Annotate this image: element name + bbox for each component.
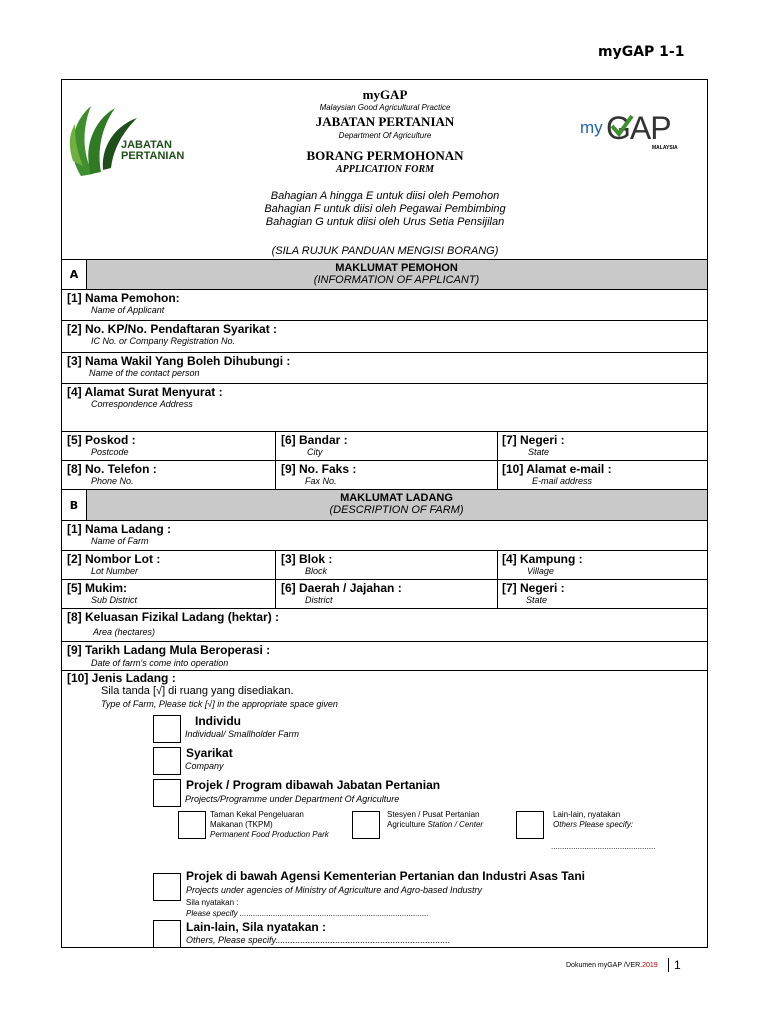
section-a-title: MAKLUMAT PEMOHON — [335, 262, 458, 274]
logo-gap: GAP — [606, 110, 671, 146]
divider — [61, 520, 708, 521]
section-b-title: MAKLUMAT LADANG — [340, 492, 453, 504]
department-title: JABATAN PERTANIAN — [315, 114, 455, 129]
individu-checkbox[interactable] — [153, 715, 181, 743]
divider — [61, 641, 708, 642]
operation-date-sub: Date of farm's come into operation — [91, 658, 229, 668]
tkpm-sub: Permanent Food Production Park — [210, 830, 329, 839]
logo-text-line1: JABATAN — [121, 139, 172, 151]
divider — [497, 431, 498, 490]
section-a-letter: A — [69, 268, 79, 281]
header-subtitle: Malaysian Good Agricultural Practice — [319, 103, 451, 112]
district-sub: District — [305, 595, 333, 605]
divider — [61, 383, 708, 384]
postcode-sub: Postcode — [91, 447, 129, 457]
farm-state-label: [7] Negeri : — [502, 581, 565, 595]
syarikat-label: Syarikat — [186, 746, 233, 760]
tkpm-label-line2: Makanan (TKPM) — [210, 820, 273, 829]
projek-agensi-specify: Sila nyatakan : — [186, 898, 239, 907]
city-sub: City — [307, 447, 323, 457]
divider — [61, 320, 708, 321]
section-b-title-en: (DESCRIPTION OF FARM) — [329, 504, 464, 516]
state-sub: State — [528, 447, 550, 457]
farm-name-sub: Name of Farm — [91, 536, 149, 546]
ic-no-sub: IC No. or Company Registration No. — [91, 336, 236, 346]
lain-lain-label: Lain-lain, Sila nyatakan : — [186, 920, 327, 934]
lot-number-sub: Lot Number — [91, 566, 139, 576]
postcode-label: [5] Poskod : — [67, 433, 136, 447]
divider — [61, 431, 708, 432]
phone-label: [8] No. Telefon : — [67, 462, 157, 476]
divider — [275, 550, 276, 609]
contact-person-label: [3] Nama Wakil Yang Boleh Dihubungi : — [67, 354, 291, 368]
farm-area-label: [8] Keluasan Fizikal Ladang (hektar) : — [67, 610, 280, 624]
section-b-bar — [86, 490, 707, 520]
check-mark-icon — [608, 112, 636, 140]
projek-agensi-checkbox[interactable] — [153, 873, 181, 901]
instruction-f: Bahagian F untuk diisi oleh Pegawai Pembimbing — [264, 203, 506, 215]
instruction-g: Bahagian G untuk diisi oleh Urus Setia Pensijilan — [265, 216, 505, 228]
city-label: [6] Bandar : — [281, 433, 348, 447]
stesyen-label-line2-b: Station / Center — [427, 820, 484, 829]
tkpm-checkbox[interactable] — [178, 811, 206, 839]
address-label: [4] Alamat Surat Menyurat : — [67, 385, 223, 399]
divider — [61, 579, 708, 580]
farm-type-instruction: Sila tanda [√] di ruang yang disediakan. — [101, 685, 294, 697]
divider — [86, 489, 87, 521]
header-title: myGAP — [362, 87, 408, 102]
logo-my: my — [580, 118, 603, 137]
footer-doc — [566, 962, 658, 969]
stesyen-checkbox[interactable] — [352, 811, 380, 839]
divider — [61, 608, 708, 609]
lain-sub-checkbox[interactable] — [516, 811, 544, 839]
department-title-en: Department Of Agriculture — [338, 131, 432, 140]
divider — [61, 352, 708, 353]
mukim-label: [5] Mukim: — [67, 581, 127, 595]
email-sub: E-mail address — [532, 476, 593, 486]
fax-label: [9] No. Faks : — [281, 462, 357, 476]
divider — [86, 259, 87, 290]
lain-lain-checkbox[interactable] — [153, 920, 181, 948]
farm-state-sub: State — [526, 595, 548, 605]
lain-sub-label: Lain-lain, nyatakan — [553, 810, 621, 819]
village-label: [4] Kampung : — [502, 552, 583, 566]
projek-jp-sub: Projects/Programme under Department Of Agriculture — [185, 794, 400, 804]
block-label: [3] Blok : — [281, 552, 333, 566]
lain-lain-sub[interactable]: Others, Please specify...................................................................... — [186, 935, 451, 945]
stesyen-label-line1: Stesyen / Pusat Pertanian — [387, 810, 480, 819]
state-label: [7] Negeri : — [502, 433, 565, 447]
projek-agensi-specify-en[interactable]: Please specify ..................................................................................... — [186, 909, 429, 918]
email-label: [10] Alamat e-mail : — [502, 462, 612, 476]
applicant-name-label: [1] Nama Pemohon: — [67, 291, 180, 305]
farm-type-instruction-en: Type of Farm, Please tick [√] in the appropriate space given — [101, 699, 338, 709]
individu-label: Individu — [195, 714, 241, 728]
logo-malaysia: MALAYSIA — [652, 145, 678, 151]
lain-sub-dots[interactable]: ............................................... — [551, 842, 656, 851]
stesyen-label-line2 — [387, 820, 483, 830]
tkpm-label-line1: Taman Kekal Pengeluaran — [210, 810, 304, 819]
stesyen-label-line2-a: Agriculture — [387, 820, 428, 829]
village-sub: Village — [527, 566, 554, 576]
projek-agensi-sub: Projects under agencies of Ministry of Agriculture and Agro-based Industry — [186, 885, 482, 895]
mukim-sub: Sub District — [91, 595, 138, 605]
section-a-title-en: (INFORMATION OF APPLICANT) — [313, 274, 480, 286]
farm-area-sub: Area (hectares) — [93, 627, 156, 637]
form-title: BORANG PERMOHONAN — [306, 148, 464, 163]
divider — [61, 289, 708, 290]
footer-doc-text: Dokumen myGAP /VER. — [566, 962, 643, 969]
farm-type-label: [10] Jenis Ladang : — [67, 671, 176, 685]
logo-text-line2: PERTANIAN — [121, 150, 185, 162]
lain-sub-specify: Others Please specify: — [553, 820, 634, 829]
address-sub: Correspondence Address — [91, 399, 193, 409]
contact-person-sub: Name of the contact person — [89, 368, 200, 378]
guide-note: (SILA RUJUK PANDUAN MENGISI BORANG) — [271, 245, 499, 257]
block-sub: Block — [305, 566, 328, 576]
operation-date-label: [9] Tarikh Ladang Mula Beroperasi : — [67, 643, 271, 657]
syarikat-sub: Company — [185, 761, 224, 771]
footer-version: 2019 — [642, 962, 658, 969]
projek-jp-checkbox[interactable] — [153, 779, 181, 807]
section-b-letter: B — [69, 499, 79, 512]
ic-no-label: [2] No. KP/No. Pendaftaran Syarikat : — [67, 322, 278, 336]
divider — [61, 550, 708, 551]
projek-agensi-label: Projek di bawah Agensi Kementerian Pertanian dan Industri Asas Tani — [186, 869, 585, 883]
phone-sub: Phone No. — [91, 476, 134, 486]
farm-name-label: [1] Nama Ladang : — [67, 522, 172, 536]
lot-number-label: [2] Nombor Lot : — [67, 552, 161, 566]
section-a-bar — [86, 260, 707, 289]
mygap-logo — [578, 110, 703, 160]
district-label: [6] Daerah / Jajahan : — [281, 581, 402, 595]
syarikat-checkbox[interactable] — [153, 747, 181, 775]
jabatan-pertanian-logo — [63, 96, 193, 186]
document-id: myGAP 1-1 — [598, 44, 685, 60]
page-number: 1 — [668, 958, 681, 972]
individu-sub: Individual/ Smallholder Farm — [185, 729, 300, 739]
divider — [61, 460, 708, 461]
divider — [275, 431, 276, 490]
fax-sub: Fax No. — [305, 476, 337, 486]
divider — [497, 550, 498, 609]
projek-jp-label: Projek / Program dibawah Jabatan Pertanian — [186, 778, 441, 792]
applicant-name-sub: Name of Applicant — [91, 305, 165, 315]
form-title-en: APPLICATION FORM — [335, 164, 435, 175]
instruction-a: Bahagian A hingga E untuk diisi oleh Pemohon — [270, 190, 500, 202]
